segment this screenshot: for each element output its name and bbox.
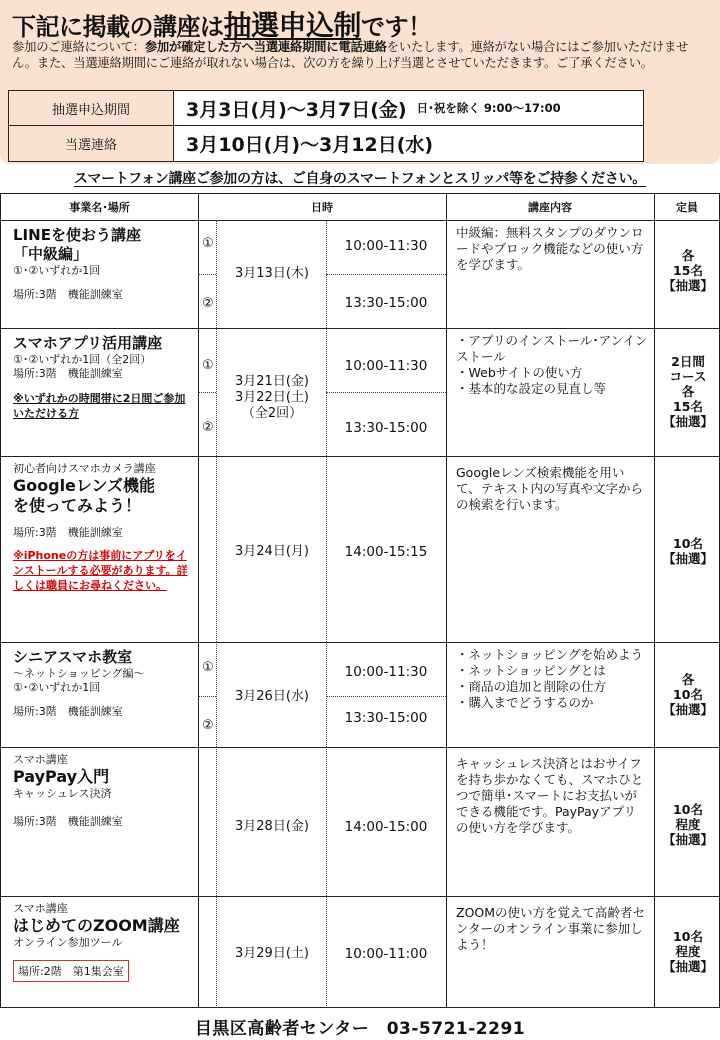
course-date: 3月29日(土) bbox=[235, 946, 309, 961]
headline-post: です！ bbox=[361, 13, 432, 41]
course-paypay: スマホ講座 PayPay入門 キャッシュレス決済 場所:3階 機能訓練室 bbox=[1, 747, 198, 829]
course-title: PayPay入門 bbox=[13, 767, 110, 786]
course-capacity: 10名 程度 【抽選】 bbox=[662, 802, 713, 847]
header-capacity: 定員 bbox=[676, 201, 698, 214]
course-location: 場所:3階 機能訓練室 bbox=[13, 288, 123, 301]
course-note: ※iPhoneの方は事前にアプリをインストールする必要があります。詳しくは職員にお尋ねください。 bbox=[13, 549, 188, 592]
course-date: 3月24日(月) bbox=[235, 544, 309, 559]
header-panel bbox=[0, 0, 720, 164]
course-date: 3月26日(水) bbox=[235, 689, 309, 704]
course-time: 10:00-11:00 bbox=[344, 946, 428, 962]
course-time-2: 13:30-15:00 bbox=[344, 710, 428, 726]
course-content: キャッシュレス決済とはおサイフを持ち歩かなくても、スマホひとつで簡単･スマートにお支払いができる機能です。PayPayアプリの使い方を学びます。 bbox=[456, 756, 644, 835]
course-capacity: 10名 【抽選】 bbox=[662, 536, 713, 566]
course-date: 3月21日(金) 3月22日(土) （全2回） bbox=[235, 374, 309, 421]
course-time-1: 10:00-11:30 bbox=[344, 238, 428, 254]
course-time-1: 10:00-11:30 bbox=[344, 664, 428, 680]
course-time: 14:00-15:15 bbox=[344, 544, 428, 560]
course-location: 場所:3階 機能訓練室 bbox=[13, 815, 123, 828]
footer-contact: 目黒区高齢者センター 03-5721-2291 bbox=[194, 1019, 526, 1039]
period-table bbox=[8, 90, 644, 162]
course-line: LINEを使おう講座 「中級編」 ①･②いずれか1回 場所:3階 機能訓練室 bbox=[1, 220, 198, 302]
course-table: 事業名･場所 日時 講座内容 定員 LINEを使おう講座 「中級編」 ①･②いずれか1回 場所:3階 機能訓練室 ① ② 3月13日(木) 10:00-11:30 13:30-15:00 中級編：無料スタンプのダウンロードやブロック機能などの使い方を学びます。 各 15名 【抽選】 スマホアプリ活用講座 ①･②いずれか1回（全2回） 場所:3階 機能訓練室 ※いずれかの時間帯に2日間ご参加いただける方 ① ② 3月21日(金) 3月22日(土) （全2回） 10:00-11:30 13:30-15:00 ・アプリのインストール･アンインストール ・Webサイトの使い方 ・基本的な設定の見直し等 2日間 コース 各 15名 【抽選】 初心者向けスマホカメラ講座 Googleレンズ機能 を使ってみよう！ 場所:3階 機能訓練室 ※iPhoneの方は事前にアプリをインストールする必要があります。詳しくは職員にお尋ねください。 3月24日(月) 14:00-15:15 Googleレンズ検索機能を用いて、テキスト内の写真や文字からの検索を行います。 10名 【抽選】 シニアスマホ教室 ～ネットショッピング編～ ①･②いずれか1回 場所:3階 機能訓練室 ① ② 3月26日(水) 10:00-11:30 13:30-15:00 ・ネットショッピングを始めよう ・ネットショッピングとは ・商品の追加と削除の仕方 ・購入までどうするのか 各 10名 【抽選】 スマホ講座 PayPay入門 キャッシュレス決済 場所:3階 機能訓練室 3月28日(金) 14:00-15:00 キャッシュレス決済とはおサイフを持ち歩かなくても、スマホひとつで簡単･スマートにお支払いができる機能です。PayPayアプリの使い方を学びます。 10名 程度 【抽選】 スマホ講座 はじめてのZOOM講座 オンライン参加ツール 場所:2階 第1集会室 3月29日(土) 10:00-11:00 ZOOMの使い方を覚えて高齢者センターのオンライン事業に参加しよう！ 10名 程度 【抽選】 bbox=[0, 193, 720, 1008]
course-capacity: 10名 程度 【抽選】 bbox=[662, 929, 713, 974]
notify-period-value: 3月10日(月)～3月12日(水) bbox=[186, 134, 434, 156]
course-time-1: 10:00-11:30 bbox=[344, 358, 428, 374]
course-app: スマホアプリ活用講座 ①･②いずれか1回（全2回） 場所:3階 機能訓練室 ※いずれかの時間帯に2日間ご参加いただける方 bbox=[1, 328, 198, 421]
notify-period-label: 当選連絡 bbox=[9, 126, 174, 161]
apply-period-label: 抽選申込期間 bbox=[9, 91, 174, 125]
course-google-lens: 初心者向けスマホカメラ講座 Googleレンズ機能 を使ってみよう！ 場所:3階 機能訓練室 ※iPhoneの方は事前にアプリをインストールする必要があります。詳しくは職員にお尋ねください。 bbox=[1, 456, 198, 593]
apply-period-row bbox=[9, 91, 643, 126]
course-time-2: 13:30-15:00 bbox=[344, 420, 428, 436]
headline bbox=[12, 4, 432, 44]
notify-period-row bbox=[9, 126, 643, 161]
notice-text: 参加のご連絡について：参加が確定した方へ当選連絡期間に電話連絡をいたします。連絡がない場合にはご参加いただけません。また、当選連絡期間にご連絡が取れない場合は、次の方を繰り上げ当選とさせていただきます。ご了承ください。 bbox=[12, 40, 689, 70]
course-content: Googleレンズ検索機能を用いて、テキスト内の写真や文字からの検索を行います。 bbox=[456, 465, 644, 512]
course-location: 場所:3階 機能訓練室 bbox=[13, 705, 123, 718]
course-title: スマホアプリ活用講座 bbox=[13, 334, 163, 352]
course-title: はじめてのZOOM講座 bbox=[13, 916, 180, 935]
course-capacity: 各 15名 【抽選】 bbox=[662, 248, 713, 293]
course-kicker: スマホ講座 bbox=[13, 753, 68, 766]
headline-emphasis: 抽選申込制 bbox=[223, 9, 362, 42]
course-zoom: スマホ講座 はじめてのZOOM講座 オンライン参加ツール 場所:2階 第1集会室 bbox=[1, 896, 198, 982]
course-time: 14:00-15:00 bbox=[344, 819, 428, 835]
header-name: 事業名･場所 bbox=[69, 201, 130, 214]
course-location: 場所:2階 第1集会室 bbox=[13, 960, 129, 982]
course-capacity: 各 10名 【抽選】 bbox=[662, 672, 713, 717]
course-subtitle: 「中級編」 bbox=[13, 245, 89, 263]
header-content: 講座内容 bbox=[528, 201, 572, 214]
course-content: ・アプリのインストール･アンインストール ・Webサイトの使い方 ・基本的な設定の見直し等 bbox=[456, 333, 648, 396]
course-location: 場所:3階 機能訓練室 bbox=[13, 526, 123, 539]
headline-pre: 下記に掲載の講座は bbox=[12, 13, 224, 41]
bring-note: スマートフォン講座ご参加の方は、ご自身のスマートフォンとスリッパ等をご持参ください。 bbox=[73, 171, 647, 187]
course-title: Googleレンズ機能 bbox=[13, 476, 156, 495]
apply-period-value: 3月3日(月)～3月7日(金) 日･祝を除く 9:00～17:00 bbox=[186, 98, 561, 121]
course-time-2: 13:30-15:00 bbox=[344, 295, 428, 311]
course-content: ZOOMの使い方を覚えて高齢者センターのオンライン事業に参加しよう！ bbox=[456, 905, 646, 952]
course-kicker: 初心者向けスマホカメラ講座 bbox=[13, 462, 156, 475]
course-title: シニアスマホ教室 bbox=[13, 648, 133, 666]
course-date: 3月28日(金) bbox=[235, 819, 309, 834]
course-senior: シニアスマホ教室 ～ネットショッピング編～ ①･②いずれか1回 場所:3階 機能訓練室 bbox=[1, 642, 198, 719]
course-capacity: 2日間 コース 各 15名 【抽選】 bbox=[662, 354, 713, 429]
apply-period-note: 日･祝を除く 9:00～17:00 bbox=[416, 101, 561, 115]
course-content: ・ネットショッピングを始めよう ・ネットショッピングとは ・商品の追加と削除の仕方 ・購入までどうするのか bbox=[456, 647, 644, 710]
course-content: 中級編：無料スタンプのダウンロードやブロック機能などの使い方を学びます。 bbox=[456, 225, 644, 272]
course-note: ※いずれかの時間帯に2日間ご参加いただける方 bbox=[13, 392, 186, 420]
header-datetime: 日時 bbox=[311, 201, 333, 214]
course-kicker: スマホ講座 bbox=[13, 902, 68, 915]
course-location: 場所:3階 機能訓練室 bbox=[13, 367, 123, 380]
course-date: 3月13日(木) bbox=[235, 266, 309, 281]
course-title: LINEを使おう講座 bbox=[13, 226, 141, 244]
